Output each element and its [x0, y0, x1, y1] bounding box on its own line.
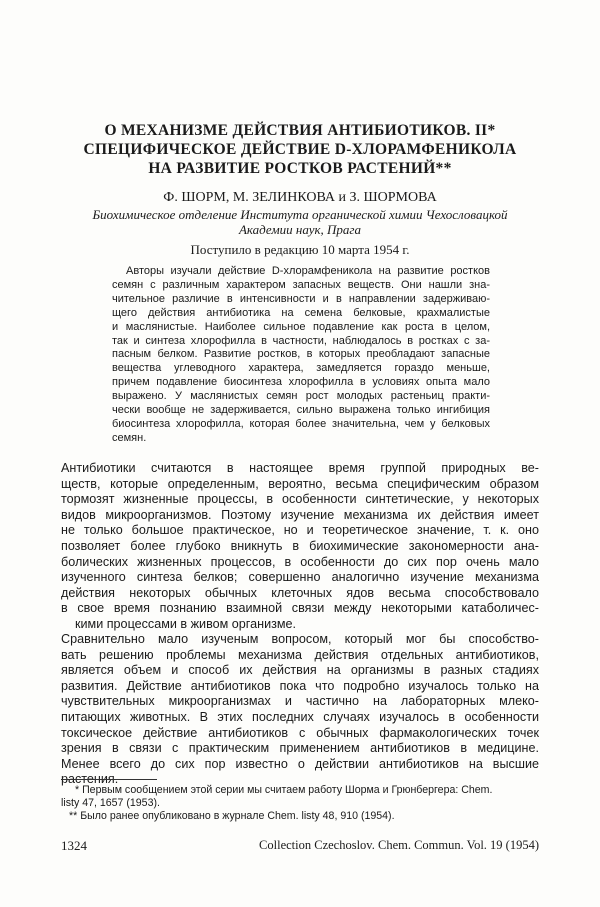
abstract-line: чительное различие в интенсивности и в направлении задерживаю- — [112, 292, 490, 305]
body-line: вать решению проблемы механизма действия отдельных антибиотиков, — [61, 647, 539, 662]
title-line-1: О МЕХАНИЗМЕ ДЕЙСТВИЯ АНТИБИОТИКОВ. II* — [104, 122, 496, 139]
body-line: болических жизненных процессов, в особенности до сих пор очень мало — [61, 554, 539, 569]
footnote-line: listy 47, 1657 (1953). — [61, 797, 160, 809]
footnote-line: ** Было ранее опубликовано в журнале Chem. listy 48, 910 (1954). — [69, 810, 395, 822]
body-line: зрения в связи с практическим применением антибиотиков в медицине. — [61, 741, 539, 756]
title-line-2: СПЕЦИФИЧЕСКОЕ ДЕЙСТВИЕ D-ХЛОРАМФЕНИКОЛА — [83, 141, 517, 158]
abstract-line: чески вообще не задерживается, сильно выражена только ингибиция — [112, 404, 490, 417]
body-line: развития. Действие антибиотиков пока что подробно изучалось только на — [61, 678, 539, 693]
abstract-line: семян с различным характером запасных веществ. Они нашли зна- — [112, 278, 490, 291]
body-line: в свое время познанию взаимной связи между некоторыми катаболичес- — [61, 601, 539, 616]
body-line: ществ, которые определенным, вероятно, весьма специфическим образом — [61, 476, 539, 491]
body-line: чувствительных микроорганизмах и частично на лабораторных млеко- — [61, 694, 539, 709]
abstract — [112, 265, 490, 446]
authors: Ф. ШОРМ, М. ЗЕЛИНКОВА и З. ШОРМОВА — [163, 190, 437, 205]
affiliation — [70, 207, 530, 237]
footnote-rule — [61, 779, 157, 780]
body-line: Антибиотики считаются в настоящее время группой природных ве- — [61, 461, 539, 475]
body-line: Менее всего до сих пор известно о действии антибиотиков на высшие — [61, 756, 539, 771]
body-line: тормозят жизненные процессы, в особенности синтетические, у некоторых — [61, 492, 539, 507]
abstract-line: выражено. У маслянистых семян рост молодых растеньиц практи- — [112, 390, 490, 403]
abstract-line: семян. — [112, 431, 147, 444]
abstract-line: Авторы изучали действие D-хлорамфеникола на развитие ростков — [126, 265, 490, 277]
body-line: является объем и способ их действия на организмы в разных стадиях — [61, 663, 539, 678]
page-footer — [61, 838, 539, 856]
affiliation-line: Академии наук, Прага — [238, 222, 361, 237]
body-line: Сравнительно мало изученым вопросом, который мог бы способство- — [61, 632, 539, 646]
abstract-line: вещества углеводного характера, замедляется гораздо меньше, — [112, 362, 490, 375]
abstract-line: пасным белком. Развитие ростков, в которых преобладают запасные — [112, 348, 490, 361]
journal-reference: Collection Czechoslov. Chem. Commun. Vol. 19 (1954) — [259, 838, 539, 852]
affiliation-line: Биохимическое отделение Института органической химии Чехословацкой — [92, 207, 508, 222]
body-line: не только большое практическое, но и теоретическое значение, т. к. оно — [61, 523, 539, 538]
received-date: Поступило в редакцию 10 марта 1954 г. — [190, 242, 410, 257]
body-line: позволяет более глубоко вникнуть в биохимические закономерности ана- — [61, 538, 539, 553]
footnote-line: * Первым сообщением этой серии мы считаем работу Шорма и Грюнбергера: Chem. — [75, 784, 493, 796]
body-line: кими процессами в живом организме. — [75, 616, 297, 631]
title-line-3: НА РАЗВИТИЕ РОСТКОВ РАСТЕНИЙ** — [148, 160, 452, 177]
paragraph-1 — [61, 461, 539, 633]
body-line: изученного синтеза белков; совершенно аналогично изучение механизма — [61, 570, 539, 585]
paragraph-2 — [61, 632, 539, 788]
abstract-line: так и синтеза хлорофилла в частности, наблюдалось в ростках с за- — [112, 334, 490, 347]
body-line: действия некоторых обычных клеточных ядов весьма способствовало — [61, 585, 539, 600]
abstract-line: и маслянистые. Наиболее сильное подавление как роста в целом, — [112, 320, 490, 333]
abstract-line: причем подавление биосинтеза хлорофилла в условиях опыта мало — [112, 376, 490, 389]
footnotes — [61, 784, 539, 823]
body-line: токсическое действие антибиотиков с обычных фармакологических точек — [61, 725, 539, 740]
body-line: видов микроорганизмов. Поэтому изучение механизма их действия имеет — [61, 507, 539, 522]
body-line: растения. — [61, 772, 119, 787]
page-number: 1324 — [61, 838, 87, 853]
abstract-line: биосинтеза хлорофилла, которая более значительна, чем у белковых — [112, 417, 490, 430]
abstract-line: щего действия антибиотика на семена белковые, крахмалистые — [112, 306, 490, 319]
body-line: питающих животных. В этих последних случаях изучалось в особенности — [61, 709, 539, 724]
